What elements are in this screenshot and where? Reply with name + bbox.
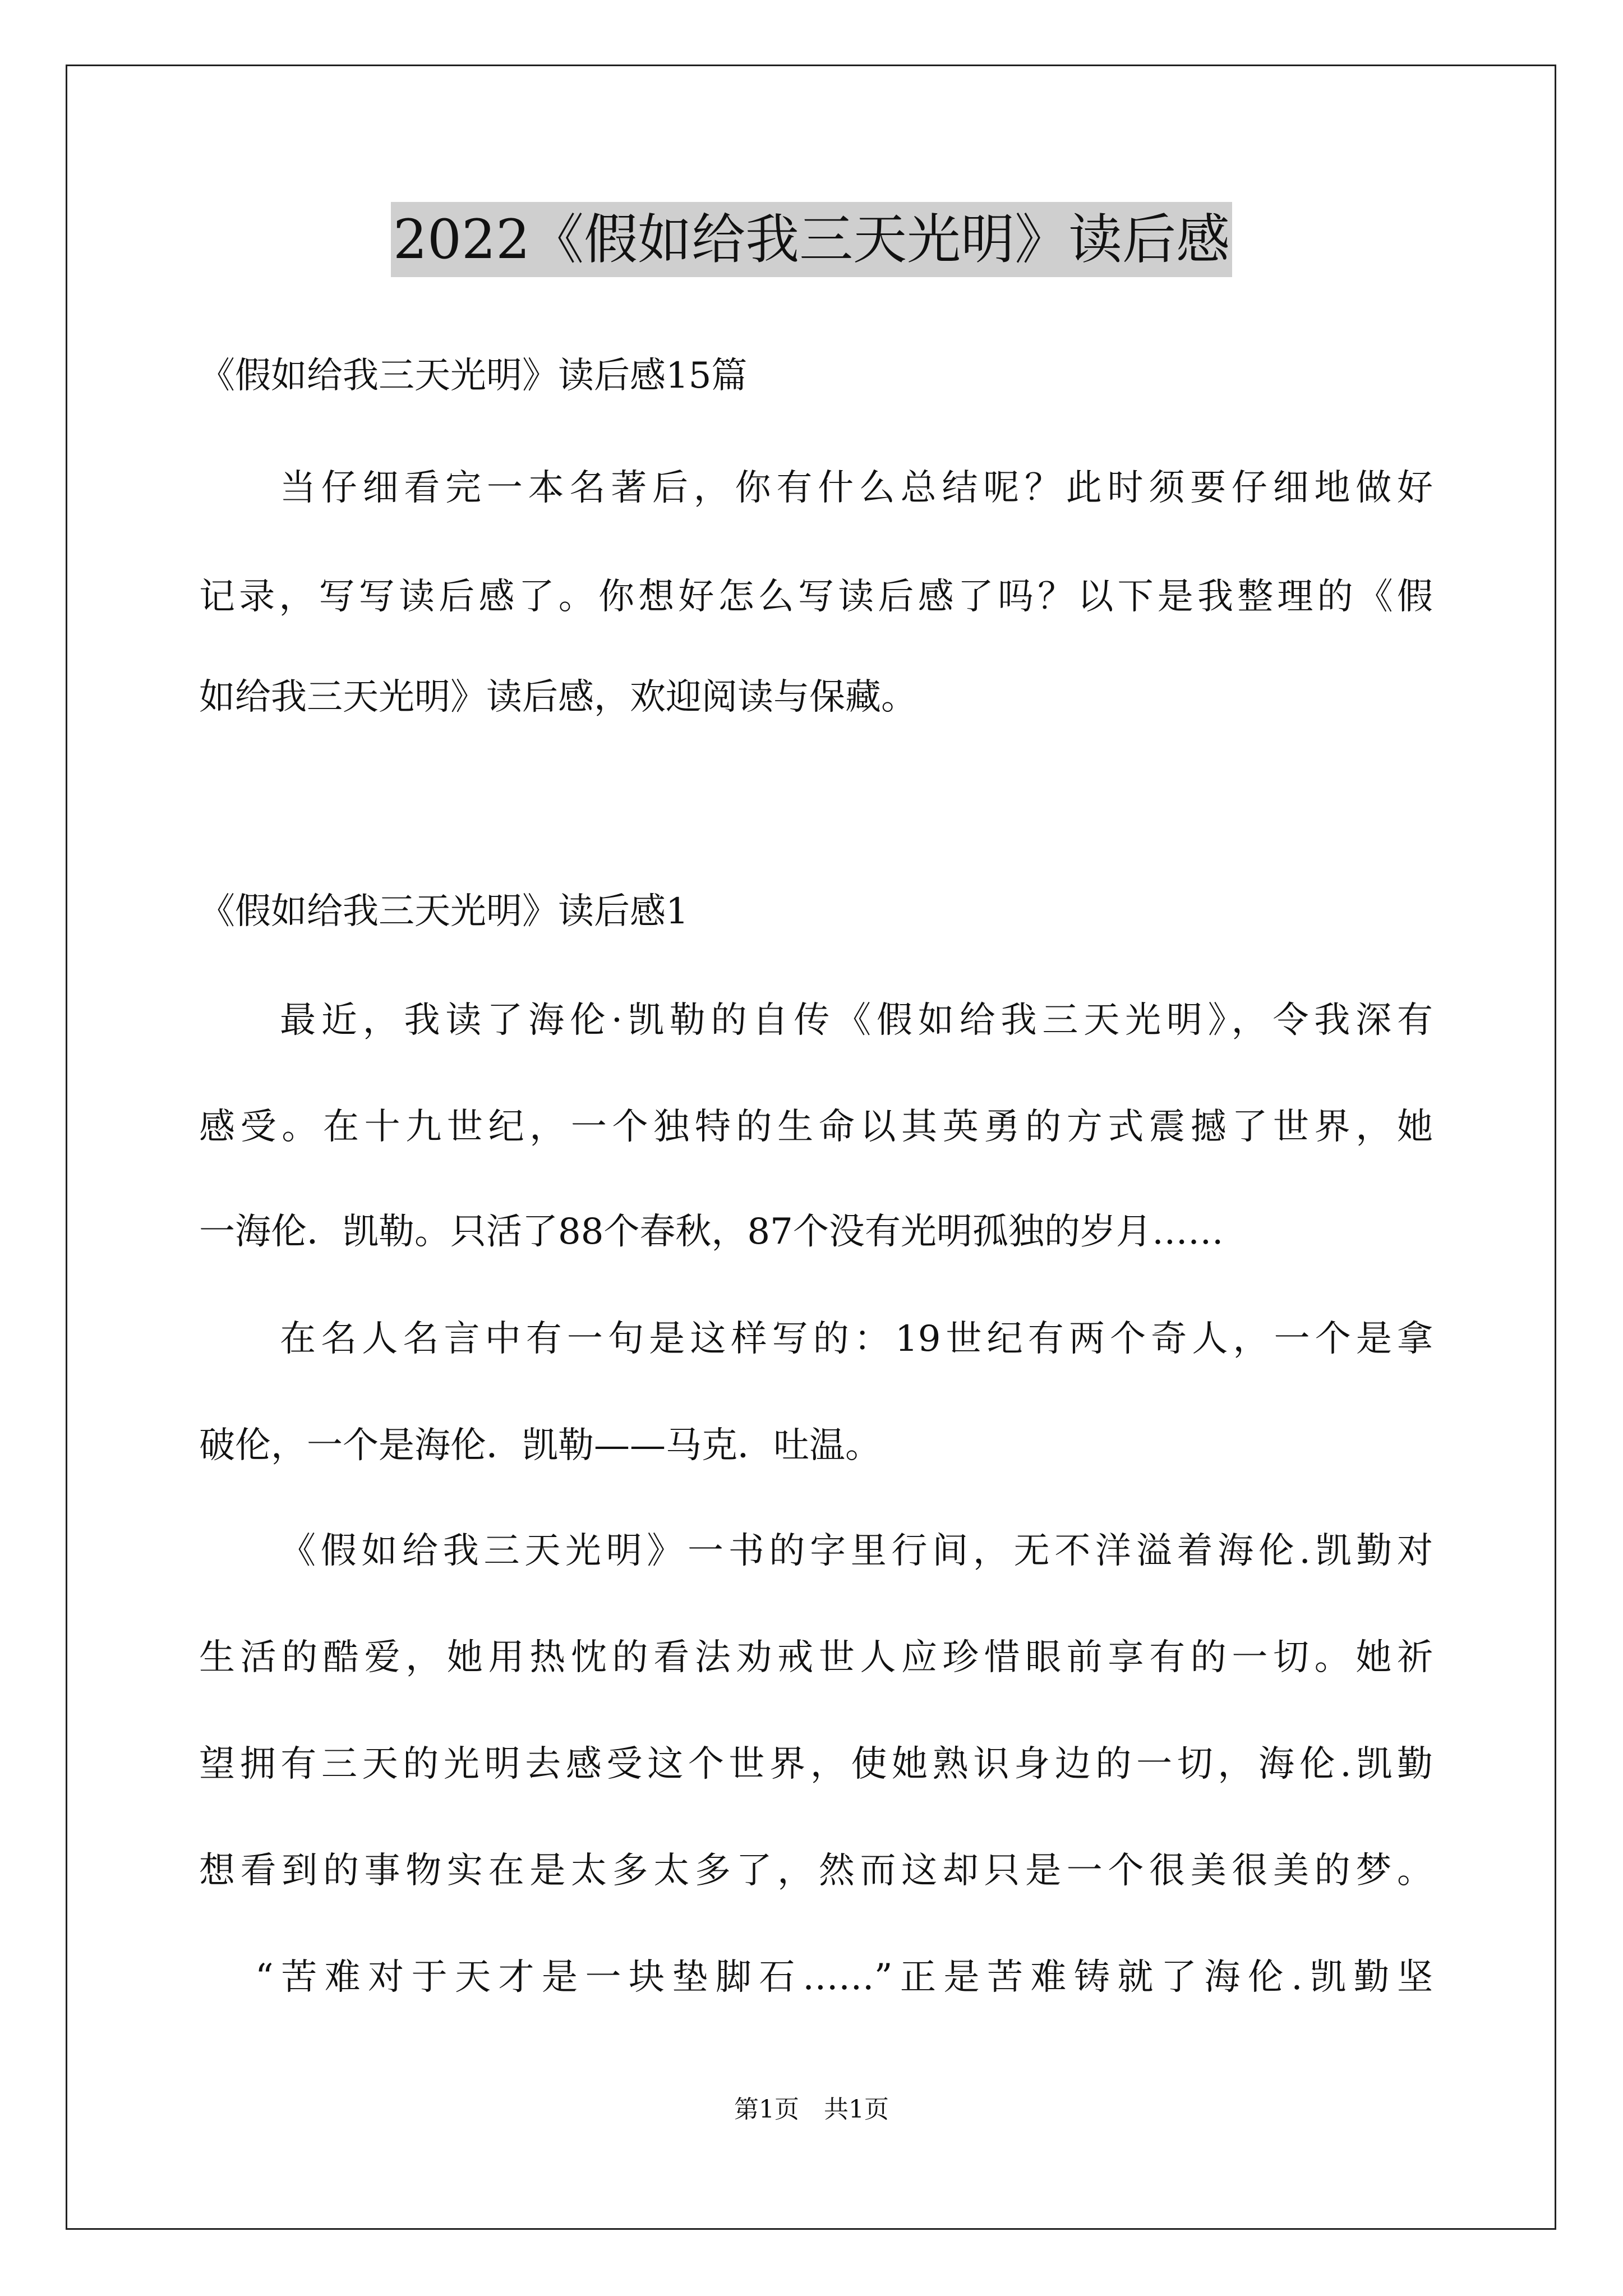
document-subtitle: 《假如给我三天光明》读后感15篇 [199, 355, 748, 397]
paragraph-line: 想看到的事物实在是太多太多了，然而这却只是一个很美很美的梦。 [199, 1850, 1433, 1892]
title-container [0, 202, 1623, 277]
paragraph-line: “苦难对于天才是一块垫脚石……”正是苦难铸就了海伦.凯勤坚 [255, 1957, 1433, 1998]
paragraph-line: 望拥有三天的光明去感受这个世界，使她熟识身边的一切，海伦.凯勤 [199, 1743, 1433, 1785]
paragraph-line: 破伦，一个是海伦．凯勒——马克．吐温。 [199, 1425, 881, 1466]
document-title: 2022《假如给我三天光明》读后感 [391, 202, 1232, 277]
intro-line: 如给我三天光明》读后感，欢迎阅读与保藏。 [199, 677, 917, 718]
paragraph-line: 生活的酷爱，她用热忱的看法劝戒世人应珍惜眼前享有的一切。她祈 [199, 1637, 1433, 1678]
paragraph-line: 最近，我读了海伦·凯勒的自传《假如给我三天光明》，令我深有 [280, 1000, 1433, 1041]
page-footer: 第1页 共1页 [734, 2095, 889, 2124]
paragraph-line: 在名人名言中有一句是这样写的：19世纪有两个奇人，一个是拿 [280, 1318, 1433, 1360]
section-heading: 《假如给我三天光明》读后感1 [199, 891, 689, 932]
paragraph-line: 《假如给我三天光明》一书的字里行间，无不洋溢着海伦.凯勤对 [280, 1530, 1433, 1572]
paragraph-line: 感受。在十九世纪，一个独特的生命以其英勇的方式震撼了世界，她 [199, 1106, 1433, 1148]
intro-line: 当仔细看完一本名著后，你有什么总结呢？此时须要仔细地做好 [280, 467, 1433, 509]
paragraph-line: 一海伦．凯勒。只活了88个春秋，87个没有光明孤独的岁月…… [199, 1211, 1224, 1253]
intro-line: 记录，写写读后感了。你想好怎么写读后感了吗？以下是我整理的《假 [199, 576, 1433, 618]
